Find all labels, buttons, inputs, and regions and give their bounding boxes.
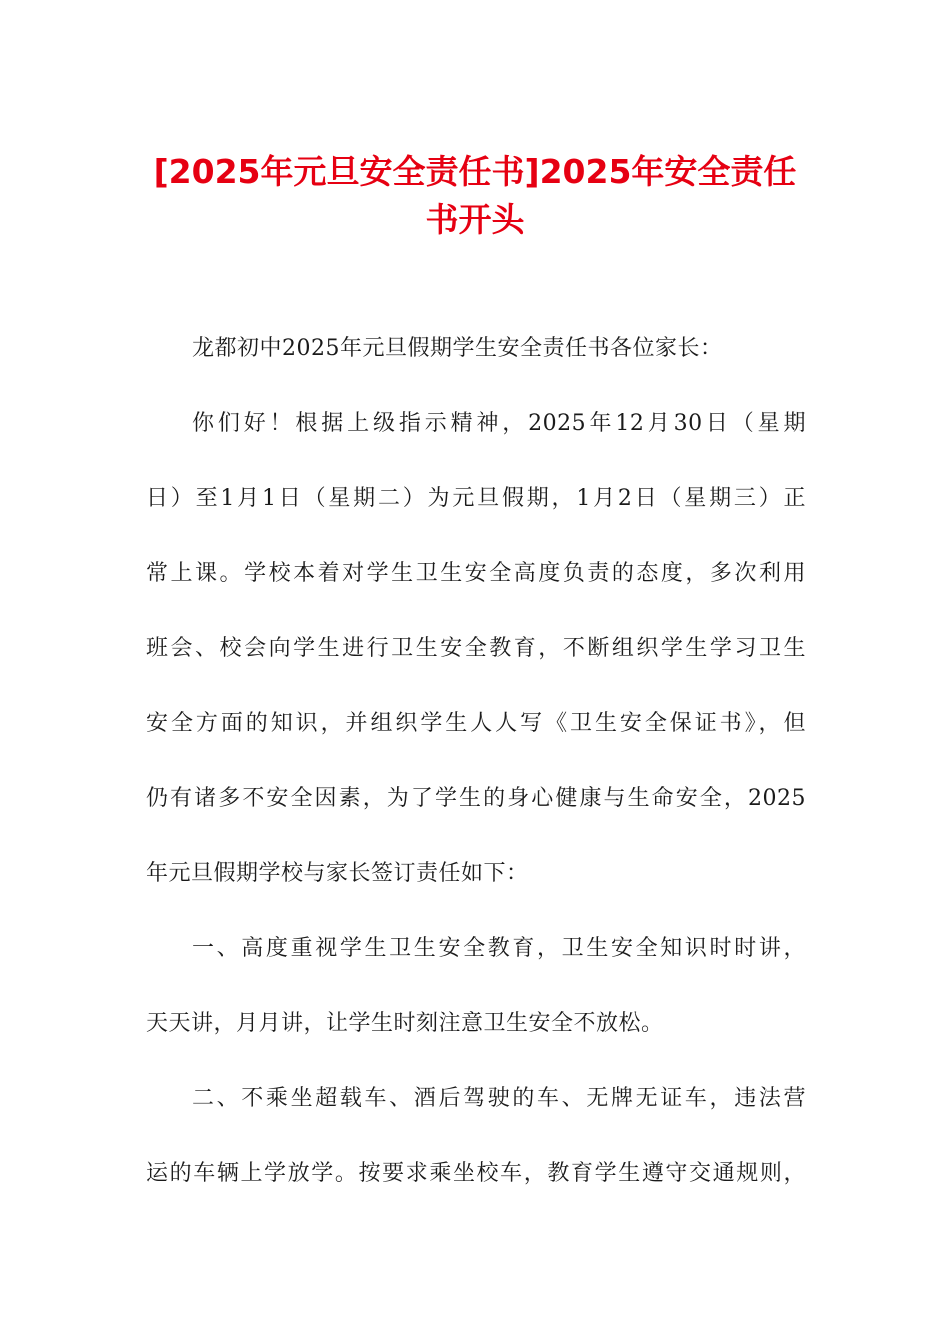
paragraph-line: 你们好！根据上级指示精神，2025年12月30日（星期	[192, 411, 806, 436]
document-title-line-1: [2025年元旦安全责任书]2025年安全责任	[153, 152, 797, 191]
paragraph-line: 班会、校会向学生进行卫生安全教育，不断组织学生学习卫生	[146, 636, 806, 661]
paragraph-line: 运的车辆上学放学。按要求乘坐校车，教育学生遵守交通规则，	[146, 1161, 806, 1186]
paragraph-line: 二、不乘坐超载车、酒后驾驶的车、无牌无证车，违法营	[192, 1086, 806, 1111]
document-title-line-2: 书开头	[425, 200, 525, 239]
paragraph-line: 常上课。学校本着对学生卫生安全高度负责的态度，多次利用	[146, 561, 806, 586]
paragraph-line: 日）至1月1日（星期二）为元旦假期，1月2日（星期三）正	[146, 486, 806, 511]
paragraph-line: 天天讲，月月讲，让学生时刻注意卫生安全不放松。	[146, 1011, 664, 1036]
paragraph-line: 安全方面的知识，并组织学生人人写《卫生安全保证书》，但	[146, 711, 806, 736]
paragraph-line: 年元旦假期学校与家长签订责任如下：	[146, 861, 529, 886]
paragraph-line: 仍有诸多不安全因素，为了学生的身心健康与生命安全，2025	[146, 786, 806, 811]
salutation-line: 龙都初中2025年元旦假期学生安全责任书各位家长：	[192, 336, 723, 361]
paragraph-line: 一、高度重视学生卫生安全教育，卫生安全知识时时讲，	[192, 936, 806, 961]
